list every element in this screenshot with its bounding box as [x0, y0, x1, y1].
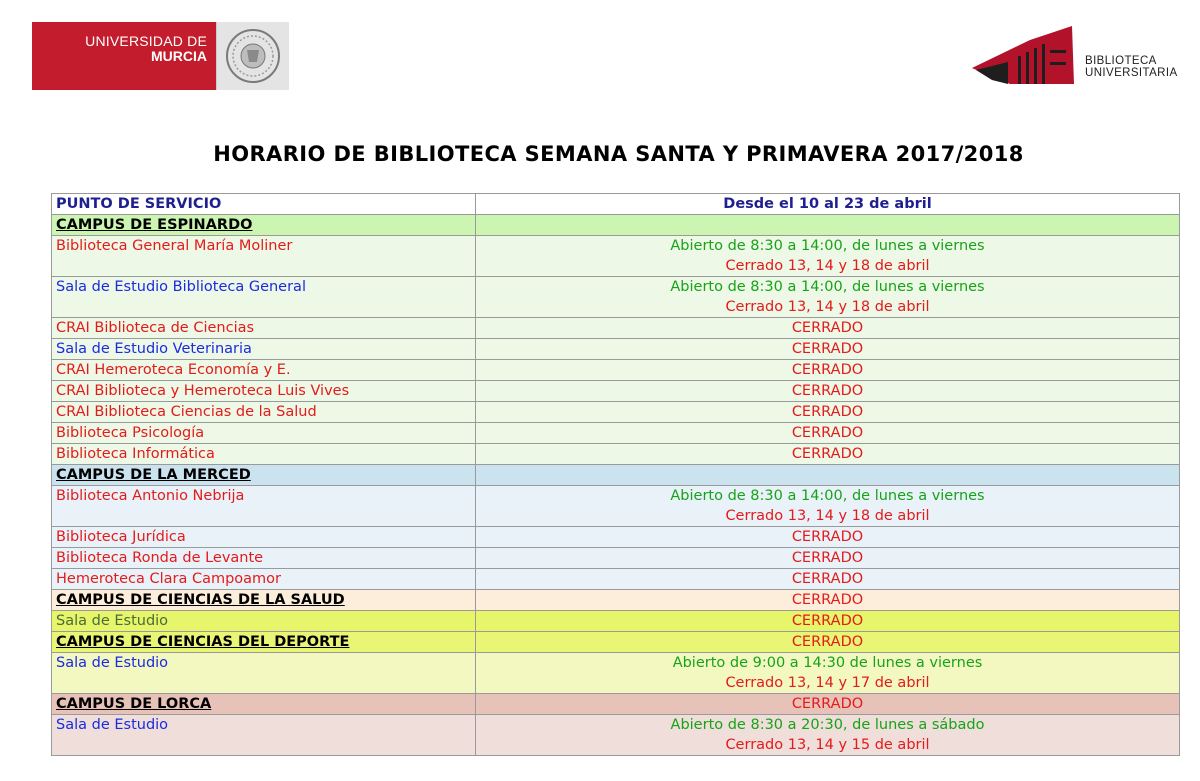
status-closed: CERRADO [476, 548, 1180, 569]
table-row [52, 548, 1180, 569]
table-row [52, 277, 1180, 318]
status-closed: CERRADO [476, 381, 1180, 402]
header-date-range: Desde el 10 al 23 de abril [476, 194, 1180, 215]
table-row [52, 527, 1180, 548]
bu-logo-text [1085, 55, 1178, 79]
campus-name: CAMPUS DE ESPINARDO [56, 217, 253, 233]
service-point-name: Sala de Estudio Biblioteca General [52, 277, 476, 318]
opening-hours: Abierto de 8:30 a 14:00, de lunes a viernes [670, 279, 985, 295]
service-point-name: CRAI Biblioteca Ciencias de la Salud [52, 402, 476, 423]
table-row [52, 486, 1180, 527]
status-closed: CERRADO [476, 402, 1180, 423]
service-point-name: CRAI Hemeroteca Economía y E. [52, 360, 476, 381]
table-header-row [52, 194, 1180, 215]
service-point-name: CRAI Biblioteca y Hemeroteca Luis Vives [52, 381, 476, 402]
campus-header-row [52, 215, 1180, 236]
campus-header-row [52, 694, 1180, 715]
table-row [52, 423, 1180, 444]
bu-logo-line2: UNIVERSITARIA [1085, 67, 1178, 79]
campus-name: CAMPUS DE LORCA [56, 696, 212, 712]
campus-header-row [52, 590, 1180, 611]
service-point-name: Sala de Estudio [52, 611, 476, 632]
service-point-name: Sala de Estudio Veterinaria [52, 339, 476, 360]
table-row [52, 360, 1180, 381]
service-point-name: Biblioteca Ronda de Levante [52, 548, 476, 569]
opening-hours: Abierto de 9:00 a 14:30 de lunes a viernes [672, 655, 983, 671]
service-point-name: Biblioteca Antonio Nebrija [52, 486, 476, 527]
service-point-name: CRAI Biblioteca de Ciencias [52, 318, 476, 339]
campus-header-row [52, 465, 1180, 486]
status-closed: CERRADO [476, 527, 1180, 548]
closed-days: Cerrado 13, 14 y 15 de abril [725, 737, 930, 753]
service-point-name: Hemeroteca Clara Campoamor [52, 569, 476, 590]
status-closed: CERRADO [476, 590, 1180, 611]
status-closed: CERRADO [476, 444, 1180, 465]
table-row [52, 569, 1180, 590]
service-point-name: Sala de Estudio [52, 653, 476, 694]
hours-cell [476, 715, 1180, 756]
table-row [52, 318, 1180, 339]
hours-cell [476, 236, 1180, 277]
universidad-murcia-logo [32, 22, 289, 90]
campus-name: CAMPUS DE CIENCIAS DEL DEPORTE [56, 634, 350, 650]
hours-cell [476, 653, 1180, 694]
closed-days: Cerrado 13, 14 y 18 de abril [725, 508, 930, 524]
opening-hours: Abierto de 8:30 a 14:00, de lunes a viernes [670, 238, 985, 254]
campus-name: CAMPUS DE CIENCIAS DE LA SALUD [56, 592, 345, 608]
campus-name: CAMPUS DE LA MERCED [56, 467, 251, 483]
schedule-table [51, 193, 1180, 756]
table-row [52, 381, 1180, 402]
umu-logo-line2: MURCIA [151, 48, 207, 64]
library-building-icon [970, 22, 1080, 92]
service-point-name: Biblioteca Jurídica [52, 527, 476, 548]
table-row [52, 653, 1180, 694]
header-service-point: PUNTO DE SERVICIO [52, 194, 476, 215]
umu-logo-line1: UNIVERSIDAD DE [85, 33, 207, 49]
closed-days: Cerrado 13, 14 y 18 de abril [725, 299, 930, 315]
service-point-name: Biblioteca General María Moliner [52, 236, 476, 277]
status-closed: CERRADO [476, 632, 1180, 653]
opening-hours: Abierto de 8:30 a 20:30, de lunes a sábado [670, 717, 985, 733]
status-closed: CERRADO [476, 318, 1180, 339]
service-point-name: Biblioteca Psicología [52, 423, 476, 444]
table-row [52, 402, 1180, 423]
service-point-name: Biblioteca Informática [52, 444, 476, 465]
closed-days: Cerrado 13, 14 y 18 de abril [725, 258, 930, 274]
status-closed: CERRADO [476, 360, 1180, 381]
status-closed: CERRADO [476, 569, 1180, 590]
table-row [52, 611, 1180, 632]
page-title: HORARIO DE BIBLIOTECA SEMANA SANTA Y PRIMAVERA 2017/2018 [213, 142, 1024, 166]
umu-logo-text [85, 34, 207, 64]
hours-cell [476, 486, 1180, 527]
status-closed: CERRADO [476, 611, 1180, 632]
opening-hours: Abierto de 8:30 a 14:00, de lunes a viernes [670, 488, 985, 504]
status-closed: CERRADO [476, 423, 1180, 444]
hours-cell [476, 277, 1180, 318]
bu-logo-line1: BIBLIOTECA [1085, 55, 1157, 67]
table-row [52, 236, 1180, 277]
status-closed: CERRADO [476, 694, 1180, 715]
university-seal-icon [216, 22, 289, 90]
campus-header-row [52, 632, 1180, 653]
status-closed: CERRADO [476, 339, 1180, 360]
closed-days: Cerrado 13, 14 y 17 de abril [725, 675, 930, 691]
table-row [52, 715, 1180, 756]
biblioteca-universitaria-logo [970, 22, 1185, 92]
service-point-name: Sala de Estudio [52, 715, 476, 756]
table-row [52, 339, 1180, 360]
table-row [52, 444, 1180, 465]
